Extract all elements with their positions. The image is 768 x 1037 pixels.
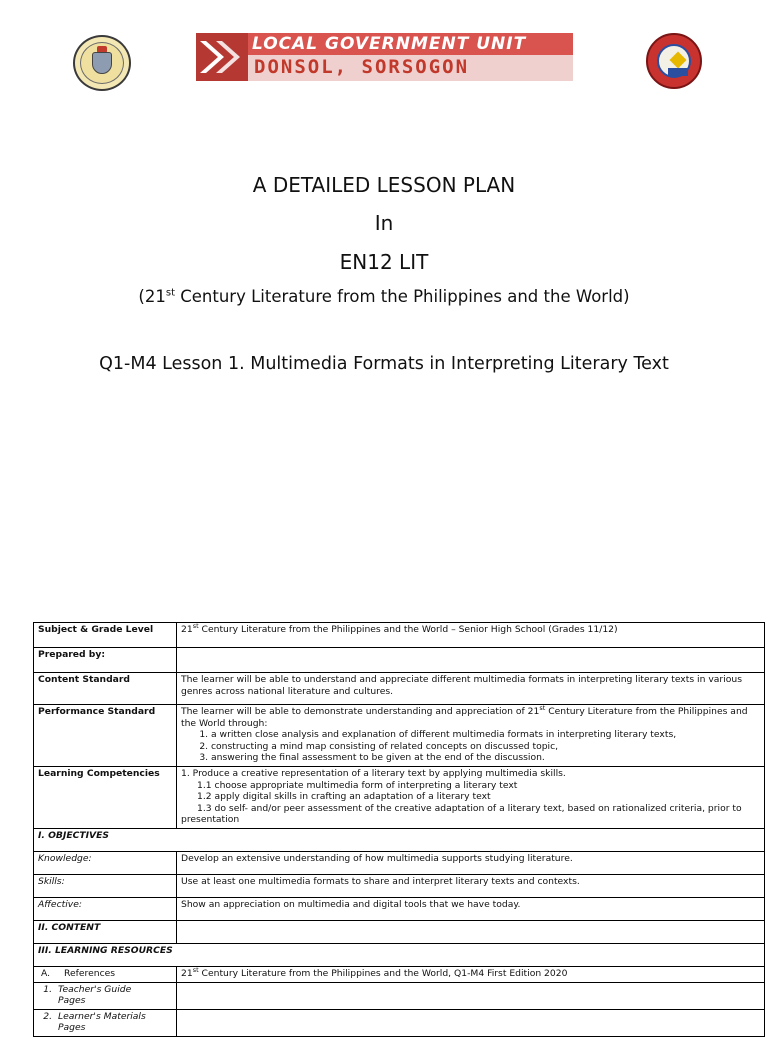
objectives-heading: I. OBJECTIVES	[34, 828, 765, 851]
performance-standard-value: The learner will be able to demonstrate understanding and appreciation of 21st Century Literature from the Philippines and the World through: 1. a written close analysis and explanation of different multimedia formats in interpreting literary texts, 2. constructing a mind map consisting of related concepts on discussed topic, 3. answering the final assessment to be given at the end of the discussion.	[177, 705, 765, 767]
subject-value: 21st Century Literature from the Philippines and the World – Senior High School (Grades 11/12)	[177, 623, 765, 648]
skills-value: Use at least one multimedia formats to share and interpret literary texts and contexts.	[177, 874, 765, 897]
content-standard-value: The learner will be able to understand and appreciate different multimedia formats in interpreting literary texts in various genres across national literature and cultures.	[177, 673, 765, 705]
school-seal-icon	[646, 33, 702, 89]
affective-label: Affective:	[34, 897, 177, 920]
content-value	[177, 920, 765, 943]
learning-competencies-label: Learning Competencies	[34, 767, 177, 829]
table-row	[34, 648, 765, 673]
lgu-location: DONSOL, SORSOGON	[254, 56, 470, 78]
list-item: 1. a written close analysis and explanation of different multimedia formats in interpreting literary texts,	[211, 729, 760, 741]
table-row	[34, 673, 765, 705]
references-value: 21st Century Literature from the Philippines and the World, Q1-M4 First Edition 2020	[177, 966, 765, 982]
title-in: In	[374, 211, 394, 235]
learners-materials-value	[177, 1009, 765, 1036]
course-code: EN12 LIT	[339, 250, 429, 274]
references-label: A. References	[34, 966, 177, 982]
affective-value: Show an appreciation on multimedia and digital tools that we have today.	[177, 897, 765, 920]
lgu-banner	[196, 33, 573, 81]
table-row	[34, 1009, 765, 1036]
knowledge-label: Knowledge:	[34, 851, 177, 874]
document-title: A DETAILED LESSON PLAN	[252, 173, 516, 197]
municipal-seal-icon	[73, 35, 131, 91]
competency-sub: 1.3 do self- and/or peer assessment of the creative adaptation of a literary text, based on rationalized criteria, prior to presentation	[181, 802, 742, 826]
lesson-title: Q1-M4 Lesson 1. Multimedia Formats in Interpreting Literary Text	[99, 354, 669, 374]
learning-resources-heading: III. LEARNING RESOURCES	[34, 943, 765, 966]
subject-label: Subject & Grade Level	[34, 623, 177, 648]
table-row	[34, 705, 765, 767]
learners-materials-label: 2. Learner's Materials Pages	[34, 1009, 177, 1036]
competency-sub: 1.2 apply digital skills in crafting an adaptation of a literary text	[197, 791, 491, 803]
performance-standard-label: Performance Standard	[34, 705, 177, 767]
teachers-guide-label: 1. Teacher's Guide Pages	[34, 982, 177, 1009]
lesson-plan-table	[33, 622, 765, 1037]
teachers-guide-value	[177, 982, 765, 1009]
table-row	[34, 767, 765, 829]
list-item: 3. answering the final assessment to be given at the end of the discussion.	[211, 752, 760, 764]
table-row	[34, 943, 765, 966]
table-row	[34, 828, 765, 851]
competency-sub: 1.1 choose appropriate multimedia form of interpreting a literary text	[197, 779, 518, 791]
content-standard-label: Content Standard	[34, 673, 177, 705]
list-item: 2. constructing a mind map consisting of related concepts on discussed topic,	[211, 741, 760, 753]
knowledge-value: Develop an extensive understanding of how multimedia supports studying literature.	[177, 851, 765, 874]
learning-competencies-value	[177, 767, 765, 829]
course-subtitle: (21st Century Literature from the Philippines and the World)	[138, 287, 630, 306]
competency-main: 1. Produce a creative representation of a literary text by applying multimedia skills.	[181, 768, 566, 779]
table-row	[34, 920, 765, 943]
table-row	[34, 623, 765, 648]
table-row	[34, 966, 765, 982]
chevron-arrows-icon	[196, 33, 248, 81]
skills-label: Skills:	[34, 874, 177, 897]
prepared-label: Prepared by:	[34, 648, 177, 673]
table-row	[34, 982, 765, 1009]
lgu-title: LOCAL GOVERNMENT UNIT	[252, 34, 527, 54]
table-row	[34, 851, 765, 874]
prepared-value	[177, 648, 765, 673]
table-row	[34, 897, 765, 920]
table-row	[34, 874, 765, 897]
content-heading: II. CONTENT	[34, 920, 177, 943]
